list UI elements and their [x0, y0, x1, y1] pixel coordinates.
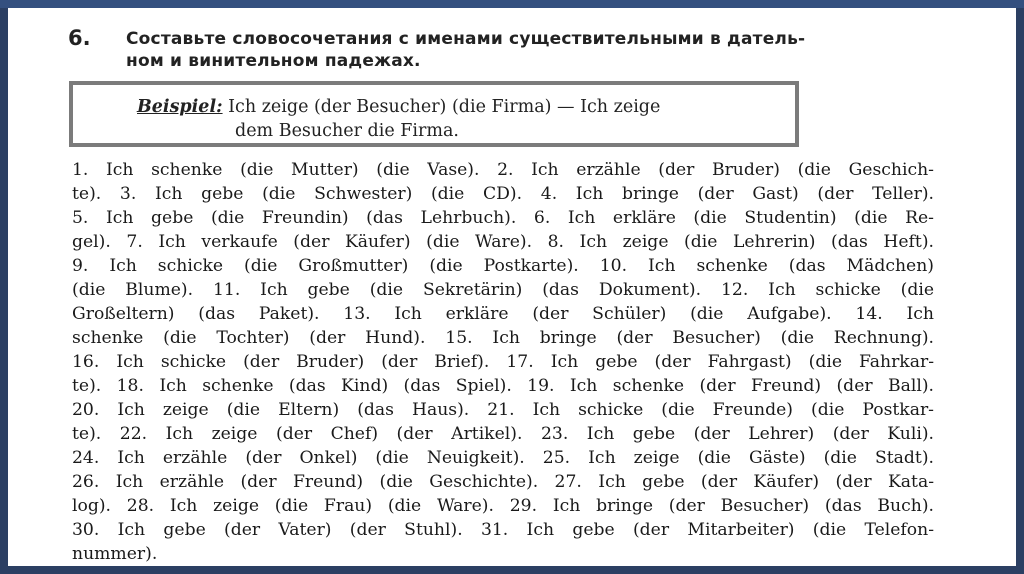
- exercise-line: 5. Ich gebe (die Freundin) (das Lehrbuch). 6. Ich erkläre (die Studentin) (die Re-: [72, 208, 934, 228]
- exercise-line: 16. Ich schicke (der Bruder) (der Brief). 17. Ich gebe (der Fahrgast) (die Fahrkar-: [72, 352, 934, 372]
- exercise-line: te). 18. Ich schenke (das Kind) (das Spiel). 19. Ich schenke (der Freund) (der Ball).: [72, 376, 934, 396]
- exercise-line: 1. Ich schenke (die Mutter) (die Vase). 2. Ich erzähle (der Bruder) (die Geschich-: [72, 160, 934, 180]
- task-title-line: Составьте словосочетания с именами существительными в датель-: [126, 29, 806, 49]
- exercise-line: log). 28. Ich zeige (die Frau) (die Ware). 29. Ich bringe (der Besucher) (das Buch).: [72, 496, 934, 516]
- example-box: [69, 81, 799, 147]
- task-number: 6.: [68, 26, 91, 50]
- exercise-line: te). 3. Ich gebe (die Schwester) (die CD). 4. Ich bringe (der Gast) (der Teller).: [72, 184, 934, 204]
- exercise-line: gel). 7. Ich verkaufe (der Käufer) (die Ware). 8. Ich zeige (die Lehrerin) (das Heft).: [72, 232, 934, 252]
- slide-top-bar: [0, 0, 1024, 8]
- task-title-line: ном и винительном падежах.: [126, 51, 421, 71]
- example-text: Ich zeige (der Besucher) (die Firma) — Ich zeige: [228, 97, 661, 117]
- exercise-line: 9. Ich schicke (die Großmutter) (die Postkarte). 10. Ich schenke (das Mädchen): [72, 256, 934, 276]
- example-label: Beispiel:: [137, 97, 223, 117]
- slide-page: [8, 8, 1016, 566]
- exercise-line: te). 22. Ich zeige (der Chef) (der Artikel). 23. Ich gebe (der Lehrer) (der Kuli).: [72, 424, 934, 444]
- exercise-text: [72, 158, 934, 566]
- exercise-line: 24. Ich erzähle (der Onkel) (die Neuigkeit). 25. Ich zeige (die Gäste) (die Stadt).: [72, 448, 934, 468]
- exercise-line: 20. Ich zeige (die Eltern) (das Haus). 21. Ich schicke (die Freunde) (die Postkar-: [72, 400, 934, 420]
- exercise-line: 26. Ich erzähle (der Freund) (die Geschichte). 27. Ich gebe (der Käufer) (der Kata-: [72, 472, 934, 492]
- example-line-1: [137, 97, 660, 117]
- task-title: [126, 28, 946, 72]
- exercise-line: Großeltern) (das Paket). 13. Ich erkläre (der Schüler) (die Aufgabe). 14. Ich: [72, 304, 934, 324]
- exercise-line: nummer).: [72, 544, 158, 564]
- exercise-line: schenke (die Tochter) (der Hund). 15. Ich bringe (der Besucher) (die Rechnung).: [72, 328, 934, 348]
- exercise-line: 30. Ich gebe (der Vater) (der Stuhl). 31. Ich gebe (der Mitarbeiter) (die Telefon-: [72, 520, 934, 540]
- example-line-2: dem Besucher die Firma.: [235, 121, 459, 141]
- exercise-line: (die Blume). 11. Ich gebe (die Sekretärin) (das Dokument). 12. Ich schicke (die: [72, 280, 934, 300]
